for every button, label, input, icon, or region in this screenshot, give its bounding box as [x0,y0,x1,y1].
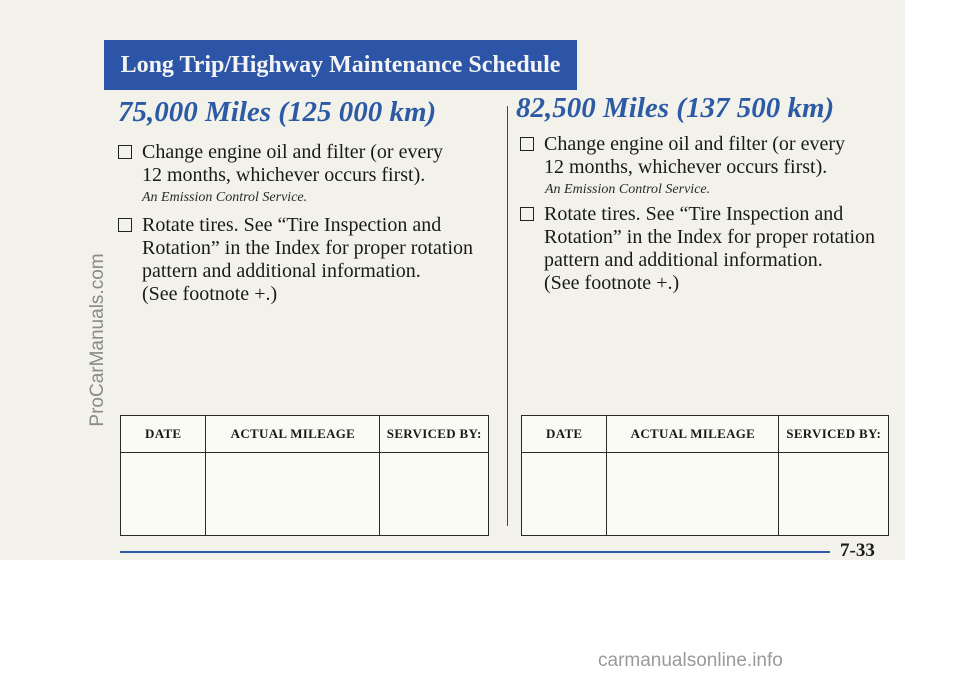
mileage-header: ACTUAL MILEAGE [607,416,779,453]
left-service-log [120,415,489,536]
checkbox-icon[interactable] [118,218,132,232]
right-item-tires-line4: (See footnote +.) [544,272,680,294]
date-cell[interactable] [522,453,607,536]
side-watermark: ProCarManuals.com [87,253,108,427]
right-item-tires [520,203,904,295]
serviced-cell[interactable] [380,453,489,536]
serviced-header: SERVICED BY: [779,416,889,453]
left-item-tires-line1: Rotate tires. See “Tire Inspection and [142,214,442,236]
right-service-log [521,415,889,536]
checkbox-icon[interactable] [118,145,132,159]
serviced-header: SERVICED BY: [380,416,489,453]
right-item-oil-line1: Change engine oil and filter (or every [544,133,845,155]
column-divider [507,106,508,526]
left-emission-note: An Emission Control Service. [142,190,308,205]
mileage-cell[interactable] [206,453,380,536]
mileage-cell[interactable] [607,453,779,536]
page-number: 7-33 [840,540,875,561]
bottom-watermark: carmanualsonline.info [598,650,783,671]
left-item-tires-line2: Rotation” in the Index for proper rotation [142,237,474,259]
left-item-tires [118,214,502,306]
left-item-tires-line4: (See footnote +.) [142,283,278,305]
right-item-tires-line1: Rotate tires. See “Tire Inspection and [544,203,844,225]
right-heading: 82,500 Miles (137 500 km) [516,92,835,124]
left-item-oil-line1: Change engine oil and filter (or every [142,141,443,163]
banner-title: Long Trip/Highway Maintenance Schedule [120,51,561,78]
checkbox-icon[interactable] [520,137,534,151]
date-cell[interactable] [121,453,206,536]
checkbox-icon[interactable] [520,207,534,221]
right-item-oil-line2: 12 months, whichever occurs first). [544,156,828,178]
left-item-oil [118,141,502,187]
right-item-tires-line2: Rotation” in the Index for proper rotation [544,226,876,248]
right-item-oil [520,133,904,179]
mileage-header: ACTUAL MILEAGE [206,416,380,453]
serviced-cell[interactable] [779,453,889,536]
right-emission-note: An Emission Control Service. [545,182,711,197]
section-banner [104,40,577,90]
date-header: DATE [522,416,607,453]
left-item-oil-line2: 12 months, whichever occurs first). [142,164,426,186]
left-heading: 75,000 Miles (125 000 km) [118,96,437,128]
right-item-tires-line3: pattern and additional information. [544,249,823,271]
footer-rule [120,551,830,553]
date-header: DATE [121,416,206,453]
left-item-tires-line3: pattern and additional information. [142,260,421,282]
